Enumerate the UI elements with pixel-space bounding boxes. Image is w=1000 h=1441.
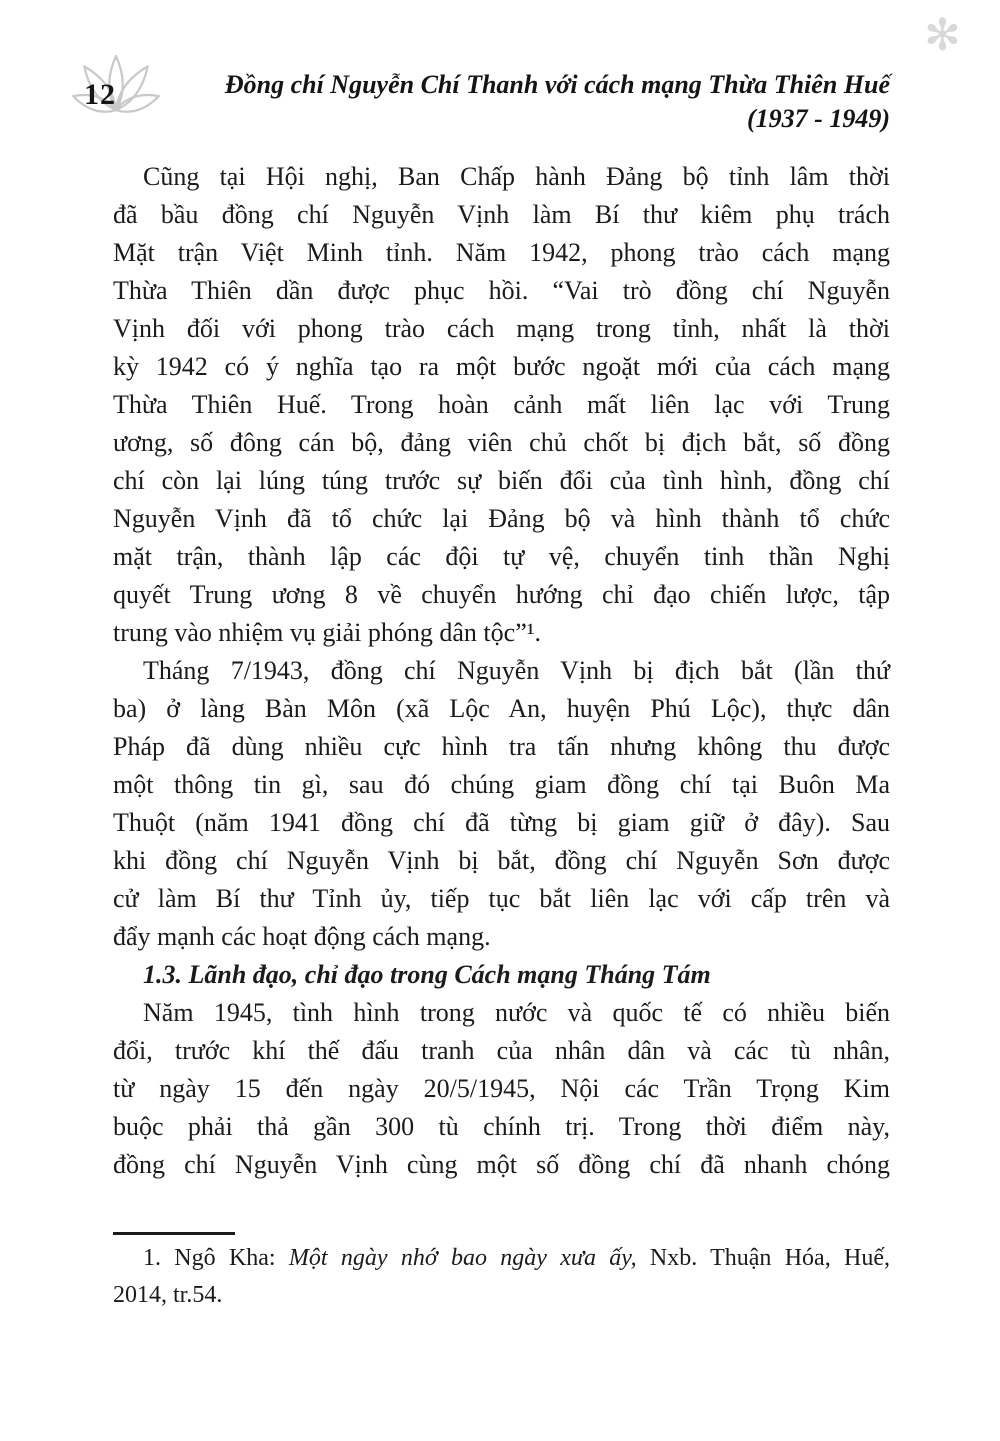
text-line: Thừa Thiên Huế. Trong hoàn cảnh mất liên lạc với Trung <box>113 390 890 419</box>
running-header <box>170 68 890 136</box>
footnote-line <box>113 1240 890 1277</box>
text-line: quyết Trung ương 8 về chuyển hướng chỉ đạo chiến lược, tập <box>113 580 890 609</box>
paragraph <box>113 652 890 956</box>
paragraph <box>113 994 890 1184</box>
text-line: Năm 1945, tình hình trong nước và quốc tế có nhiều biến <box>143 998 890 1027</box>
footnote-text: 1. Ngô Kha: <box>143 1245 289 1271</box>
text-line: đồng chí Nguyễn Vịnh cùng một số đồng chí đã nhanh chóng <box>113 1150 890 1179</box>
text-line: đổi, trước khí thế đấu tranh của nhân dân và các tù nhân, <box>113 1036 890 1065</box>
text-line: khi đồng chí Nguyễn Vịnh bị bắt, đồng chí Nguyễn Sơn được <box>113 846 890 875</box>
text-line: Vịnh đối với phong trào cách mạng trong tỉnh, nhất là thời <box>113 314 890 343</box>
footnote <box>113 1240 890 1314</box>
text-line: đẩy mạnh các hoạt động cách mạng. <box>113 922 491 951</box>
text-line: một thông tin gì, sau đó chúng giam đồng chí tại Buôn Ma <box>113 770 890 799</box>
footnote-separator <box>113 1232 235 1235</box>
text-line: Thuột (năm 1941 đồng chí đã từng bị giam giữ ở đây). Sau <box>113 808 890 837</box>
text-line: Pháp đã dùng nhiều cực hình tra tấn nhưng không thu được <box>113 732 890 761</box>
text-line: kỳ 1942 có ý nghĩa tạo ra một bước ngoặt mới của cách mạng <box>113 352 890 381</box>
paragraph <box>113 158 890 652</box>
footnote-line <box>113 1277 890 1314</box>
text-line: Nguyễn Vịnh đã tổ chức lại Đảng bộ và hình thành tổ chức <box>113 504 890 533</box>
text-line: Thừa Thiên dần được phục hồi. “Vai trò đồng chí Nguyễn <box>113 276 890 305</box>
text-line: 1.3. Lãnh đạo, chỉ đạo trong Cách mạng Tháng Tám <box>143 960 711 989</box>
text-line: cử làm Bí thư Tỉnh ủy, tiếp tục bắt liên lạc với cấp trên và <box>113 884 890 913</box>
text-line: ba) ở làng Bàn Môn (xã Lộc An, huyện Phú Lộc), thực dân <box>113 694 890 723</box>
text-line: mặt trận, thành lập các đội tự vệ, chuyển tinh thần Nghị <box>113 542 890 571</box>
header-subtitle: (1937 - 1949) <box>747 104 890 133</box>
footnote-text: Nxb. Thuận Hóa, Huế, <box>636 1245 890 1271</box>
header-title: Đồng chí Nguyễn Chí Thanh với cách mạng Thừa Thiên Huế <box>224 70 890 99</box>
text-block <box>113 158 890 1184</box>
text-line: đã bầu đồng chí Nguyễn Vịnh làm Bí thư kiêm phụ trách <box>113 200 890 229</box>
text-line: từ ngày 15 đến ngày 20/5/1945, Nội các Trần Trọng Kim <box>113 1074 890 1103</box>
text-line: buộc phải thả gần 300 tù chính trị. Trong thời điểm này, <box>113 1112 890 1141</box>
text-line: ương, số đông cán bộ, đảng viên chủ chốt bị địch bắt, số đồng <box>113 428 890 457</box>
section-heading <box>113 956 890 994</box>
text-line: trung vào nhiệm vụ giải phóng dân tộc”¹. <box>113 618 542 647</box>
footnote-text: 2014, tr.54. <box>113 1282 223 1308</box>
text-line: Tháng 7/1943, đồng chí Nguyễn Vịnh bị địch bắt (lần thứ <box>143 656 890 685</box>
text-line: Mặt trận Việt Minh tỉnh. Năm 1942, phong trào cách mạng <box>113 238 890 267</box>
footnote-work-title: Một ngày nhớ bao ngày xưa ấy, <box>288 1245 637 1271</box>
asterisk-ornament-icon: ✻ <box>924 10 961 61</box>
page-number: 12 <box>84 78 116 111</box>
text-line: Cũng tại Hội nghị, Ban Chấp hành Đảng bộ tỉnh lâm thời <box>143 162 890 191</box>
text-line: chí còn lại lúng túng trước sự biến đổi của tình hình, đồng chí <box>113 466 890 495</box>
